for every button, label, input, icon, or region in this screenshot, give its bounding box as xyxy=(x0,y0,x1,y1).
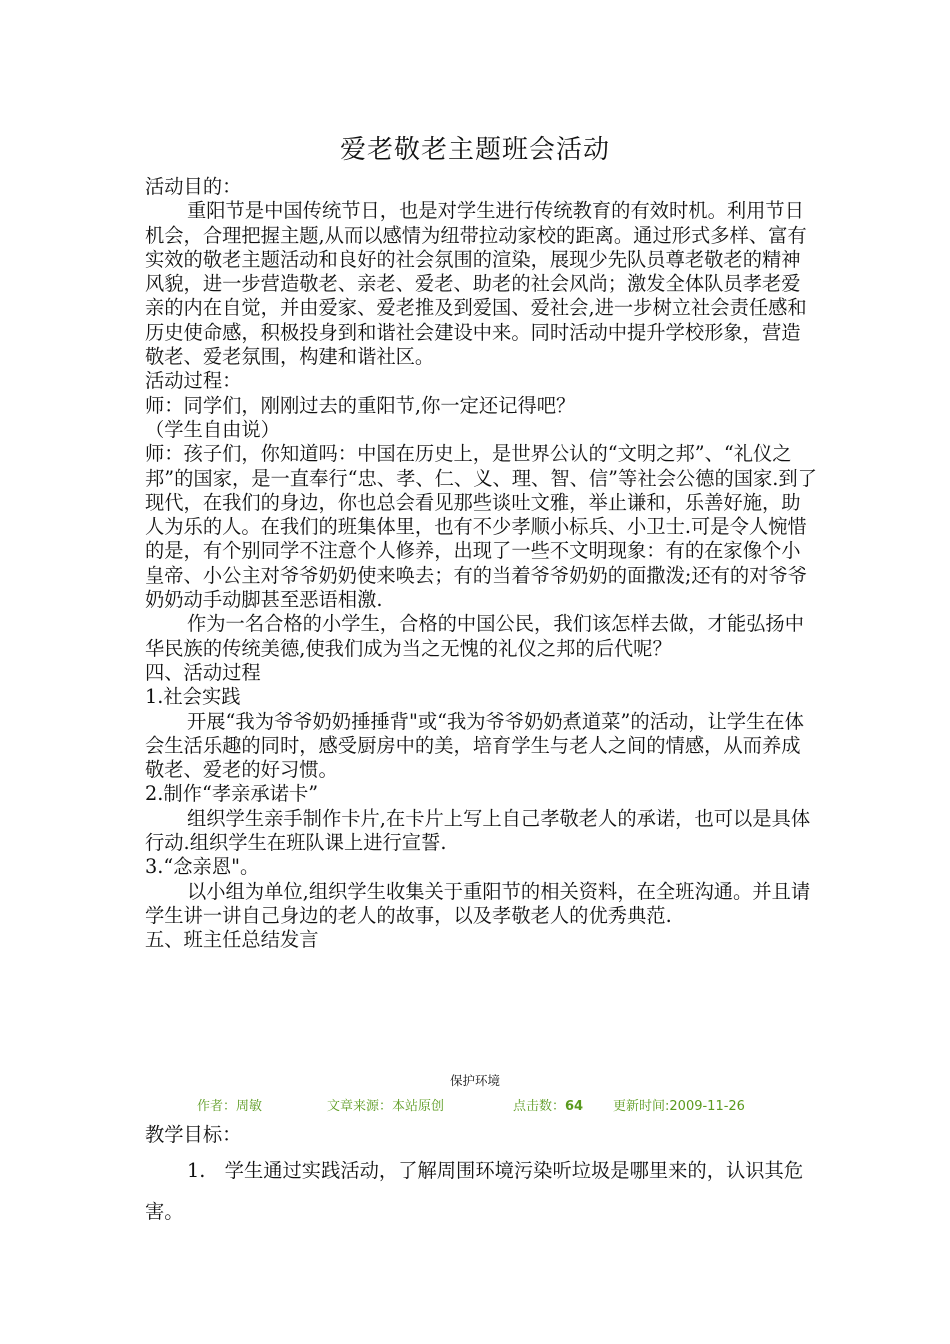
paragraph-student-response: （学生自由说） xyxy=(145,417,280,441)
document-body xyxy=(145,175,817,953)
article-clicks-label: 点击数： xyxy=(513,1099,566,1114)
paragraph-teacher-question: 师：同学们，刚刚过去的重阳节,你一定还记得吧？ xyxy=(145,393,576,417)
article-updated-value: 2009-11-26 xyxy=(669,1099,745,1114)
article-source: 文章来源：本站原创 xyxy=(327,1099,445,1114)
paragraph-purpose: 重阳节是中国传统节日，也是对学生进行传统教育的有效时机。利用节日机会，合理把握主题,从而以感情为纽带拉动家校的距离。通过形式多样、富有实效的敬老主题活动和良好的社会氛围的渲染，展现少先队员尊老敬老的精神风貌，进一步营造敬老、亲老、爱老、助老的社会风尚；激发全体队员孝老爱亲的内在自觉，并由爱家、爱老推及到爱国、爱社会,进一步树立社会责任感和历史使命感，积极投身到和谐社会建设中来。同时活动中提升学校形象，营造敬老、爱老氛围，构建和谐社区。 xyxy=(145,199,807,369)
section-heading-process: 活动过程： xyxy=(145,369,242,393)
goals-heading: 教学目标： xyxy=(145,1123,242,1146)
paragraph-social-practice: 开展“我为爷爷奶奶捶捶背"或“我为爷爷奶奶煮道菜”的活动，让学生在体会生活乐趣的同时，感受厨房中的美，培育学生与老人之间的情感，从而养成敬老、爱老的好习惯。 xyxy=(145,709,804,782)
goal-item-1: 1. 学生通过实践活动，了解周围环境污染听垃圾是哪里来的，认识其危害。 xyxy=(145,1159,804,1223)
section-heading-activity: 四、活动过程 xyxy=(145,660,261,684)
article-author: 作者：周敏 xyxy=(197,1099,263,1114)
section-heading-summary: 五、班主任总结发言 xyxy=(145,928,319,952)
subheading-social-practice: 1.社会实践 xyxy=(145,685,241,709)
article-updated-label: 更新时间: xyxy=(613,1099,670,1114)
subheading-promise-card: 2.制作“孝亲承诺卡” xyxy=(145,782,319,806)
paragraph-reflection: 作为一名合格的小学生，合格的中国公民，我们该怎样去做，才能弘扬中华民族的传统美德,使我们成为当之无愧的礼仪之邦的后代呢？ xyxy=(145,612,804,660)
subheading-parents-kindness: 3.“念亲恩"。 xyxy=(145,855,260,879)
article-clicks-value: 64 xyxy=(565,1099,584,1114)
section-heading-purpose: 活动目的： xyxy=(145,175,242,198)
paragraph-teacher-speech: 师：孩子们，你知道吗：中国在历史上，是世界公认的“文明之邦”、“礼仪之邦”的国家，是一直奉行“忠、孝、仁、义、理、智、信”等社会公德的国家.到了现代，在我们的身边，你也总会看见那些谈吐文雅，举止谦和，乐善好施，助人为乐的人。在我们的班集体里，也有不少孝顺小标兵、小卫士.可是令人惋惜的是，有个别同学不注意个人修养，出现了一些不文明现象：有的在家像个小皇帝、小公主对爷爷奶奶使来唤去；有的当着爷爷奶奶的面撒泼;还有的对爷爷奶奶动手动脚甚至恶语相激. xyxy=(145,442,817,612)
paragraph-parents-kindness: 以小组为单位,组织学生收集关于重阳节的相关资料，在全班沟通。并且请学生讲一讲自己身边的老人的故事，以及孝敬老人的优秀典范. xyxy=(145,879,811,927)
article-meta xyxy=(197,1097,745,1117)
article-title: 保护环境 xyxy=(449,1073,500,1088)
paragraph-promise-card: 组织学生亲手制作卡片,在卡片上写上自己孝敬老人的承诺，也可以是具体行动.组织学生在班队课上进行宣誓. xyxy=(145,806,811,855)
page-title: 爱老敬老主题班会活动 xyxy=(339,135,610,165)
